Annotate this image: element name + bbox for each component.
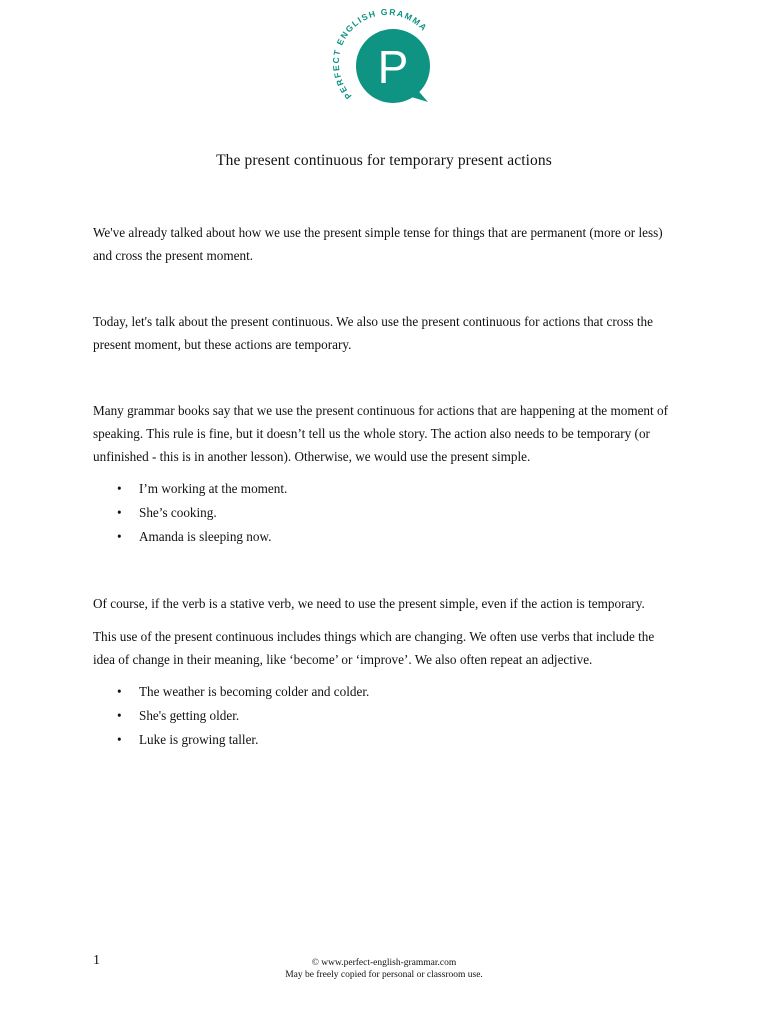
list-item: • Amanda is sleeping now. — [139, 525, 673, 549]
document-title: The present continuous for temporary present actions — [216, 152, 552, 169]
paragraph: This use of the present continuous includes things which are changing. We often use verbs that include the idea of change in their meaning, like ‘become’ or ‘improve’. We also often repeat an adjective. — [93, 629, 655, 667]
page-number: 1 — [93, 953, 100, 968]
paragraph: We've already talked about how we use the present simple tense for things that are permanent (more or less) and cross the present moment. — [93, 225, 663, 263]
page-footer — [0, 957, 768, 981]
usage-note: May be freely copied for personal or classroom use. — [285, 970, 483, 980]
copyright-text: © www.perfect-english-grammar.com — [311, 958, 457, 968]
paragraph: Many grammar books say that we use the present continuous for actions that are happening at the moment of speaking. This rule is fine, but it doesn’t tell us the whole story. The action also needs to be temporary (or unfinished - this is in another lesson). Otherwise, we would use the present simple. — [93, 403, 668, 464]
list-item: • Luke is growing taller. — [139, 728, 673, 752]
document-body — [93, 221, 673, 752]
list-item: • She's getting older. — [139, 704, 673, 728]
paragraph: Of course, if the verb is a stative verb, we need to use the present simple, even if the action is temporary. — [93, 596, 645, 611]
example-list — [93, 680, 673, 752]
logo-letter: P — [377, 41, 409, 93]
logo-mark — [330, 8, 440, 108]
list-item: • I’m working at the moment. — [139, 477, 673, 501]
perfect-english-grammar-logo — [330, 8, 440, 108]
paragraph: Today, let's talk about the present continuous. We also use the present continuous for actions that cross the present moment, but these actions are temporary. — [93, 314, 653, 352]
logo-arc-text: PERFECT ENGLISH GRAMMA — [330, 8, 430, 102]
list-item: • The weather is becoming colder and colder. — [139, 680, 673, 704]
example-list — [93, 477, 673, 549]
list-item: • She’s cooking. — [139, 501, 673, 525]
